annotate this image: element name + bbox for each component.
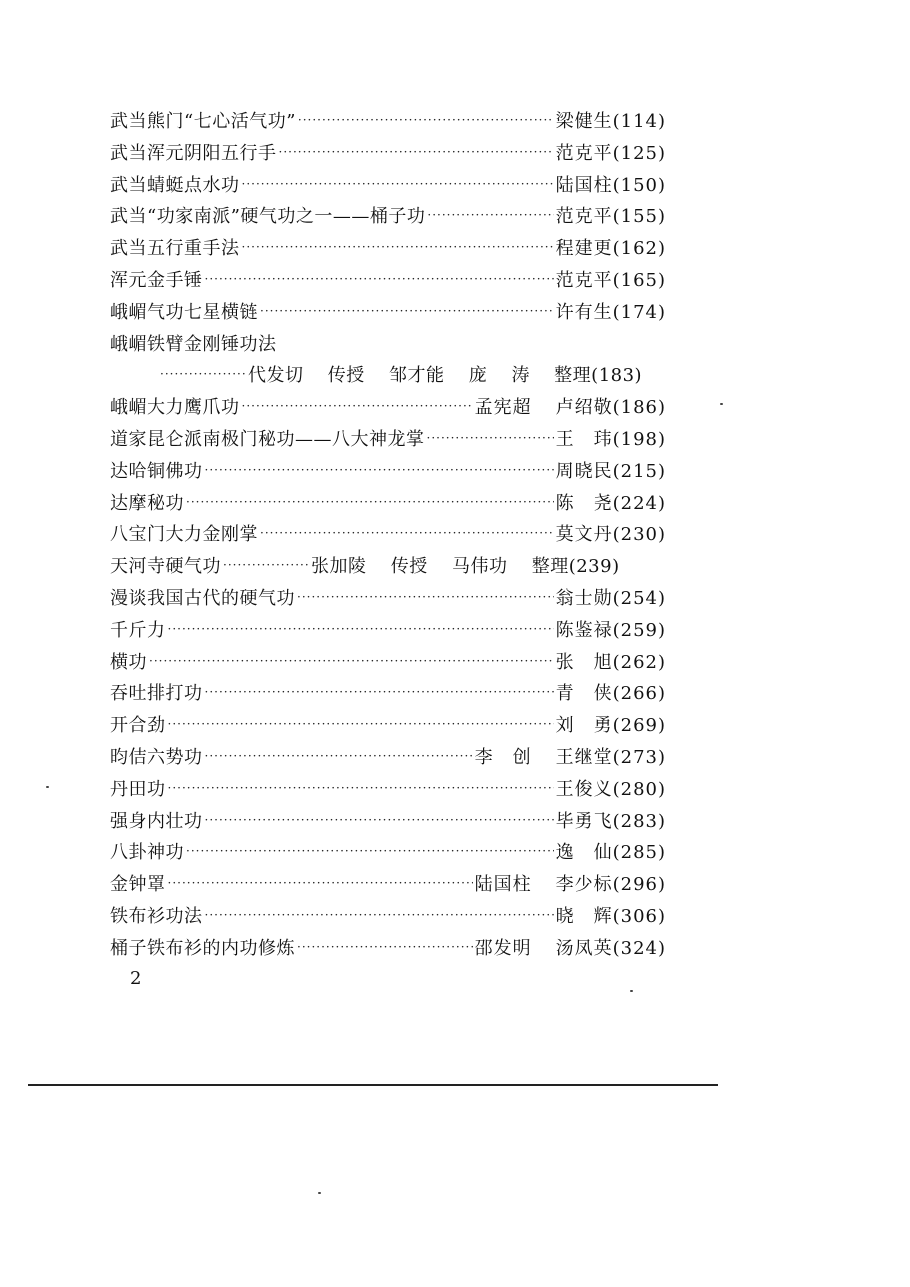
entry-title: 武当浑元阴阳五行手	[110, 142, 277, 164]
entry-title: 吞吐排打功	[110, 683, 203, 705]
toc-entry	[110, 615, 666, 647]
entry-title: 天河寺硬气功	[110, 556, 221, 578]
entry-author: 青 侠(266)	[555, 683, 666, 705]
entry-co-author: 李 创	[474, 746, 532, 768]
entry-title: 武当“功家南派”硬气功之一——桶子功	[110, 206, 426, 228]
toc-entry	[110, 933, 666, 965]
dot-leader	[168, 868, 473, 900]
dot-leader	[168, 773, 554, 805]
entry-title: 浑元金手锤	[110, 269, 203, 291]
credit-role: 整理(239)	[531, 556, 620, 578]
entry-title: 达哈铜佛功	[110, 460, 203, 482]
toc-entry	[110, 138, 666, 170]
entry-author: 陈鉴禄(259)	[555, 619, 666, 641]
entry-title: 漫谈我国古代的硬气功	[110, 587, 295, 609]
dot-leader	[186, 487, 554, 519]
dot-leader	[205, 264, 554, 296]
entry-author: 陆国柱(150)	[555, 174, 666, 196]
dot-leader	[205, 741, 473, 773]
scan-speck	[630, 990, 633, 992]
entry-author: 陈 尧(224)	[555, 492, 666, 514]
entry-title: 峨嵋铁臂金刚锤功法	[110, 333, 277, 355]
dot-leader	[242, 391, 473, 423]
entry-author: 刘 勇(269)	[555, 715, 666, 737]
toc-entry	[110, 837, 666, 869]
credit-role: 传授	[390, 556, 428, 578]
entry-author: 范克平(125)	[555, 142, 666, 164]
footer-rule	[28, 1084, 718, 1086]
entry-title: 铁布衫功法	[110, 905, 203, 927]
toc-entry	[110, 519, 666, 551]
entry-author: 王俊义(280)	[555, 778, 666, 800]
toc-entry	[110, 806, 666, 838]
dot-leader	[260, 518, 554, 550]
credit-name: 代发切	[248, 365, 304, 387]
entry-title: 桶子铁布衫的内功修炼	[110, 937, 295, 959]
dot-leader	[279, 137, 554, 169]
toc-entry	[110, 869, 666, 901]
credit-name: 邹才能	[388, 365, 445, 387]
entry-author: 张 旭(262)	[555, 651, 666, 673]
toc-entry	[110, 424, 666, 456]
entry-co-author: 陆国柱	[474, 874, 532, 896]
dot-leader	[168, 614, 554, 646]
dot-leader	[223, 550, 309, 582]
toc-entry	[110, 297, 666, 329]
toc-entry	[110, 265, 666, 297]
entry-author: 卢绍敬(186)	[555, 397, 666, 419]
toc-entry	[110, 329, 666, 361]
toc-entry	[110, 742, 666, 774]
dot-leader	[427, 200, 553, 232]
dot-leader	[205, 455, 554, 487]
entry-title: 八卦神功	[110, 842, 184, 864]
dot-leader	[297, 582, 554, 614]
dot-leader	[427, 423, 554, 455]
dot-leader	[160, 359, 246, 391]
toc-entry	[110, 488, 666, 520]
entry-author: 汤凤英(324)	[555, 937, 666, 959]
toc-entry-credits	[110, 360, 666, 392]
entry-author: 许有生(174)	[555, 301, 666, 323]
entry-author: 范克平(155)	[555, 206, 666, 228]
dot-leader	[297, 932, 473, 964]
scan-speck	[318, 1192, 321, 1194]
entry-author: 程建更(162)	[555, 238, 666, 260]
entry-author: 逸 仙(285)	[555, 842, 666, 864]
entry-title: 峨嵋气功七星横链	[110, 301, 258, 323]
toc-entry	[110, 774, 666, 806]
toc-entry	[110, 647, 666, 679]
entry-credits	[311, 551, 620, 583]
entry-credits	[248, 360, 642, 392]
entry-title: 昀佶六势功	[110, 746, 203, 768]
dot-leader	[186, 836, 554, 868]
page-number: 2	[130, 968, 142, 989]
scan-speck	[46, 786, 49, 788]
entry-co-author: 孟宪超	[474, 397, 532, 419]
toc-entry	[110, 551, 666, 583]
toc-entry	[110, 201, 666, 233]
dot-leader	[205, 677, 554, 709]
dot-leader	[242, 232, 554, 264]
entry-co-author: 邵发明	[474, 937, 532, 959]
dot-leader	[168, 709, 554, 741]
entry-author: 范克平(165)	[555, 269, 666, 291]
toc-entry	[110, 583, 666, 615]
entry-author: 梁健生(114)	[555, 111, 666, 132]
credit-role: 传授	[327, 365, 365, 387]
table-of-contents	[110, 106, 666, 965]
entry-author: 翁士勋(254)	[555, 587, 666, 609]
entry-title: 开合劲	[110, 715, 166, 737]
dot-leader	[298, 105, 554, 137]
entry-title: 横功	[110, 651, 147, 673]
dot-leader	[260, 296, 554, 328]
scan-speck	[720, 403, 723, 405]
dot-leader	[149, 646, 554, 678]
dot-leader	[205, 900, 554, 932]
credit-name: 马伟功	[451, 556, 508, 578]
entry-title: 道家昆仑派南极门秘功——八大神龙掌	[110, 428, 425, 450]
entry-author: 晓 辉(306)	[555, 905, 666, 927]
dot-leader	[205, 805, 554, 837]
entry-title: 八宝门大力金刚掌	[110, 524, 258, 546]
entry-title: 峨嵋大力鹰爪功	[110, 397, 240, 419]
credit-name: 张加陵	[311, 556, 367, 578]
entry-title: 丹田功	[110, 778, 166, 800]
toc-entry	[110, 170, 666, 202]
entry-title: 金钟罩	[110, 874, 166, 896]
toc-entry	[110, 678, 666, 710]
credit-role: 整理(183)	[554, 365, 643, 387]
toc-entry	[110, 233, 666, 265]
entry-author: 周晓民(215)	[555, 460, 666, 482]
toc-entry	[110, 392, 666, 424]
entry-title: 武当五行重手法	[110, 238, 240, 260]
entry-title: 千斤力	[110, 619, 166, 641]
toc-entry	[110, 106, 666, 138]
entry-title: 武当蜻蜓点水功	[110, 174, 240, 196]
toc-entry	[110, 710, 666, 742]
dot-leader	[242, 169, 554, 201]
entry-title: 强身内壮功	[110, 810, 203, 832]
toc-entry	[110, 456, 666, 488]
entry-author: 李少标(296)	[555, 874, 666, 896]
credit-name: 庞	[468, 365, 488, 387]
entry-author: 王 玮(198)	[555, 428, 666, 450]
toc-entry	[110, 901, 666, 933]
entry-author: 莫文丹(230)	[555, 524, 666, 546]
entry-author: 王继堂(273)	[555, 746, 666, 768]
credit-name: 涛	[511, 365, 530, 387]
entry-author: 毕勇飞(283)	[555, 810, 666, 832]
entry-title: 达摩秘功	[110, 492, 184, 514]
entry-title: 武当熊门“七心活气功”	[110, 111, 296, 132]
